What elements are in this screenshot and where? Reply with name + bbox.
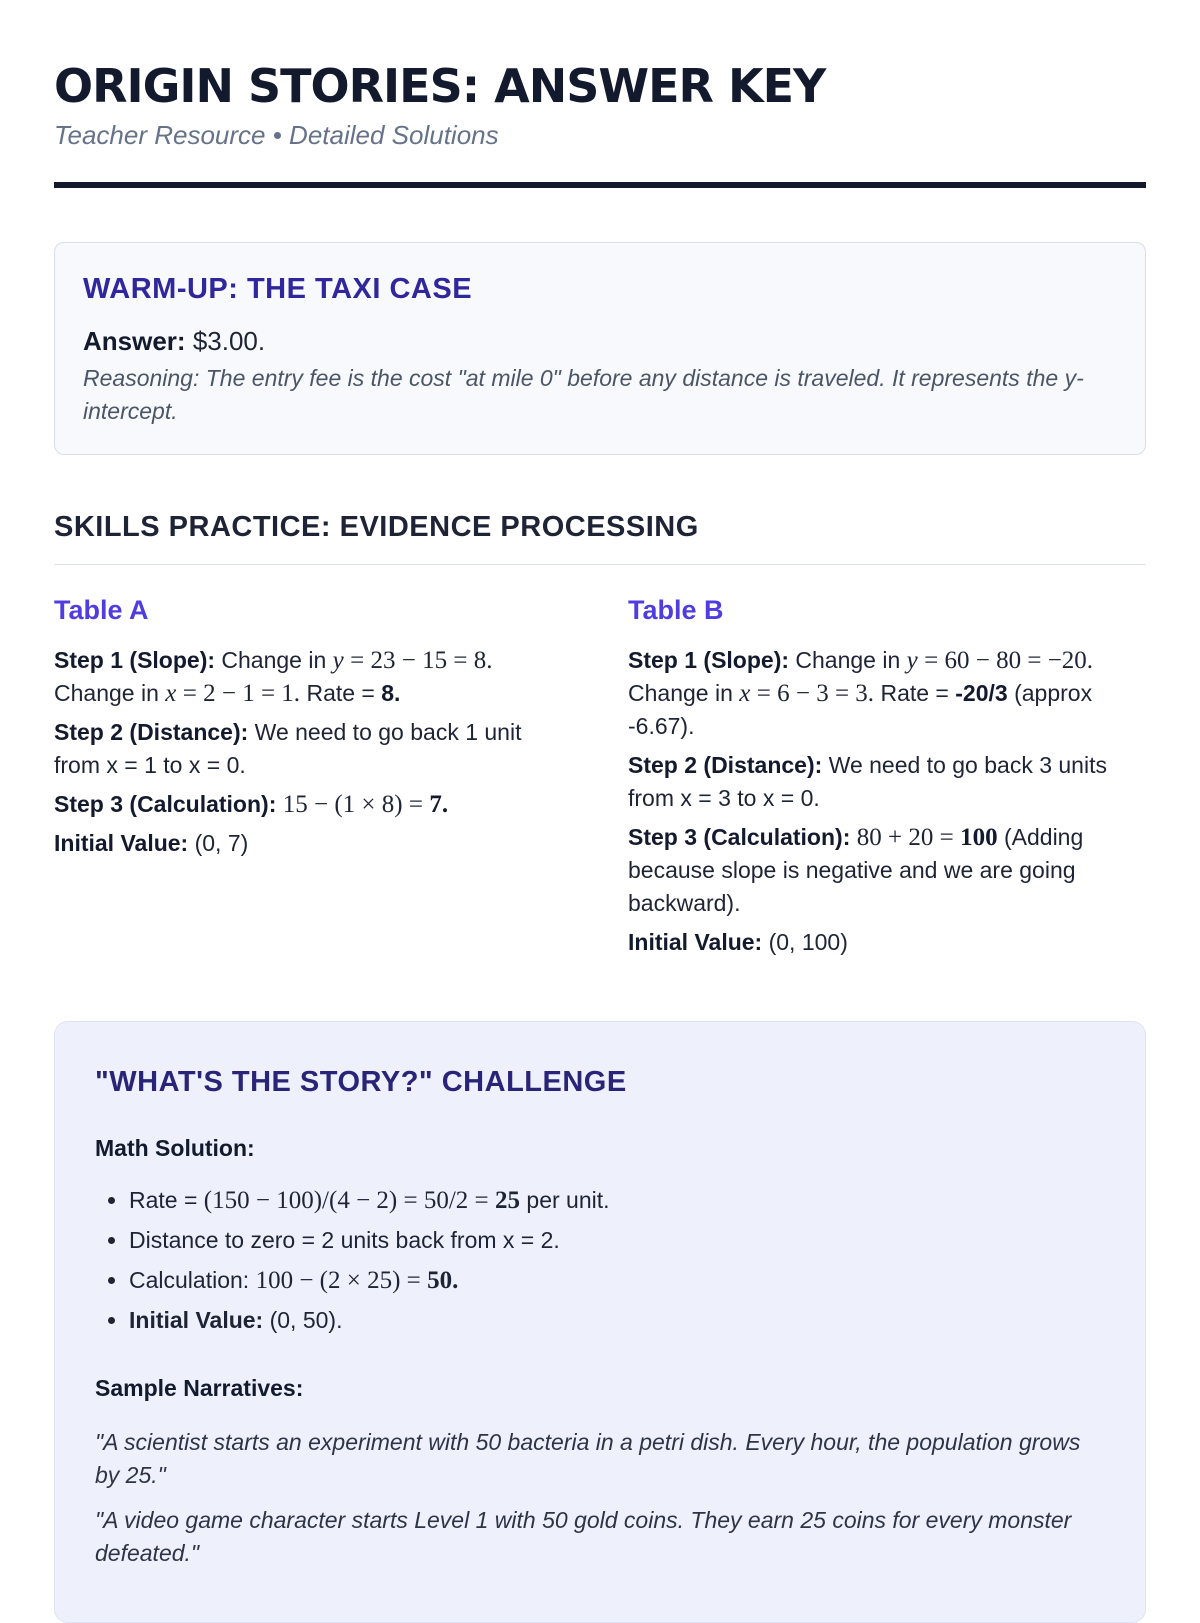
table-b-step-2 — [628, 749, 1146, 815]
math-expression: = 60 − 80 = −20. — [924, 647, 1094, 674]
math-variable: x — [165, 680, 177, 707]
rate-label: Rate = — [306, 680, 375, 706]
challenge-heading: "WHAT'S THE STORY?" CHALLENGE — [95, 1066, 627, 1098]
table-a-step-3 — [54, 788, 554, 821]
calculation-result: 25 — [495, 1187, 521, 1214]
initial-value-label: Initial Value: — [129, 1307, 264, 1333]
step-text: We need to go back 3 units from x = 3 to x = 0. — [628, 752, 1107, 811]
step-text: Change in — [795, 647, 901, 673]
calculation-label: Calculation: — [129, 1267, 250, 1293]
warmup-card — [54, 242, 1146, 455]
math-expression: 15 − (1 × 8) = — [282, 791, 423, 818]
narrative-1: "A scientist starts an experiment with 50 bacteria in a petri dish. Every hour, the population grows by 25." — [95, 1429, 1081, 1488]
step-label: Step 2 (Distance): — [54, 719, 249, 745]
step-label: Step 3 (Calculation): — [54, 791, 277, 817]
math-expression: = 2 − 1 = 1. — [182, 680, 301, 707]
math-expression: 100 − (2 × 25) = — [255, 1267, 421, 1294]
math-solution-list — [95, 1184, 1105, 1337]
step-label: Step 2 (Distance): — [628, 752, 823, 778]
calculation-result: 50. — [427, 1267, 459, 1294]
table-b-initial-value — [628, 926, 1146, 959]
calculation-result: 100 — [960, 824, 998, 851]
warmup-answer — [83, 324, 1117, 358]
calculation-result: 7. — [429, 791, 449, 818]
table-b-solution — [628, 595, 1146, 965]
math-variable: y — [906, 647, 918, 674]
page-subtitle: Teacher Resource • Detailed Solutions — [54, 120, 499, 150]
table-a-solution — [54, 595, 554, 965]
narratives-heading: Sample Narratives: — [95, 1375, 304, 1401]
math-expression: (150 − 100)/(4 − 2) = 50/2 = — [203, 1187, 489, 1214]
table-b-title: Table B — [628, 595, 724, 625]
skills-tables — [54, 595, 1146, 965]
math-solution-heading: Math Solution: — [95, 1135, 255, 1161]
warmup-heading: WARM-UP: THE TAXI CASE — [83, 273, 473, 305]
math-variable: x — [739, 680, 751, 707]
rate-value: 8. — [381, 680, 401, 706]
table-a-step-2 — [54, 716, 554, 782]
initial-value: (0, 50). — [269, 1307, 343, 1333]
page-title: ORIGIN STORIES: ANSWER KEY — [54, 59, 826, 113]
step-label: Step 1 (Slope): — [54, 647, 216, 673]
skills-heading: SKILLS PRACTICE: EVIDENCE PROCESSING — [54, 511, 1146, 565]
challenge-card — [54, 1021, 1146, 1623]
rate-label: Rate = — [129, 1187, 198, 1213]
math-expression: = 6 − 3 = 3. — [756, 680, 875, 707]
page-header — [54, 58, 1146, 188]
initial-value: (0, 7) — [194, 830, 249, 856]
rate-label: Rate = — [880, 680, 949, 706]
math-expression: = 23 − 15 = 8. — [350, 647, 493, 674]
table-a-title: Table A — [54, 595, 149, 625]
step-label: Step 1 (Slope): — [628, 647, 790, 673]
table-a-step-1 — [54, 644, 554, 710]
list-item — [129, 1184, 1105, 1217]
step-note: (Adding because slope is negative and we are going backward). — [628, 824, 1084, 916]
list-item — [129, 1304, 1105, 1337]
list-item — [129, 1264, 1105, 1297]
step-label: Step 3 (Calculation): — [628, 824, 851, 850]
rate-unit: per unit. — [526, 1187, 610, 1213]
answer-label: Answer: — [83, 326, 186, 356]
distance-text: Distance to zero = 2 units back from x = 2. — [129, 1227, 560, 1253]
step-text: Change in — [628, 680, 733, 706]
math-expression: 80 + 20 = — [856, 824, 954, 851]
table-b-step-1 — [628, 644, 1146, 743]
warmup-reasoning: Reasoning: The entry fee is the cost "at mile 0" before any distance is traveled. It represents the y-intercept. — [83, 365, 1084, 424]
title-divider — [54, 182, 1146, 188]
step-text: We need to go back 1 unit from x = 1 to x = 0. — [54, 719, 522, 778]
initial-value: (0, 100) — [768, 929, 848, 955]
narrative-2: "A video game character starts Level 1 with 50 gold coins. They earn 25 coins for every monster defeated." — [95, 1507, 1072, 1566]
step-text: Change in — [221, 647, 327, 673]
table-a-initial-value — [54, 827, 554, 860]
rate-note: (approx -6.67). — [628, 680, 1093, 739]
table-b-step-3 — [628, 821, 1146, 920]
math-variable: y — [332, 647, 344, 674]
answer-value: $3.00. — [192, 326, 266, 356]
step-text: Change in — [54, 680, 159, 706]
rate-value: -20/3 — [955, 680, 1008, 706]
initial-value-label: Initial Value: — [628, 929, 763, 955]
list-item — [129, 1224, 1105, 1257]
initial-value-label: Initial Value: — [54, 830, 189, 856]
